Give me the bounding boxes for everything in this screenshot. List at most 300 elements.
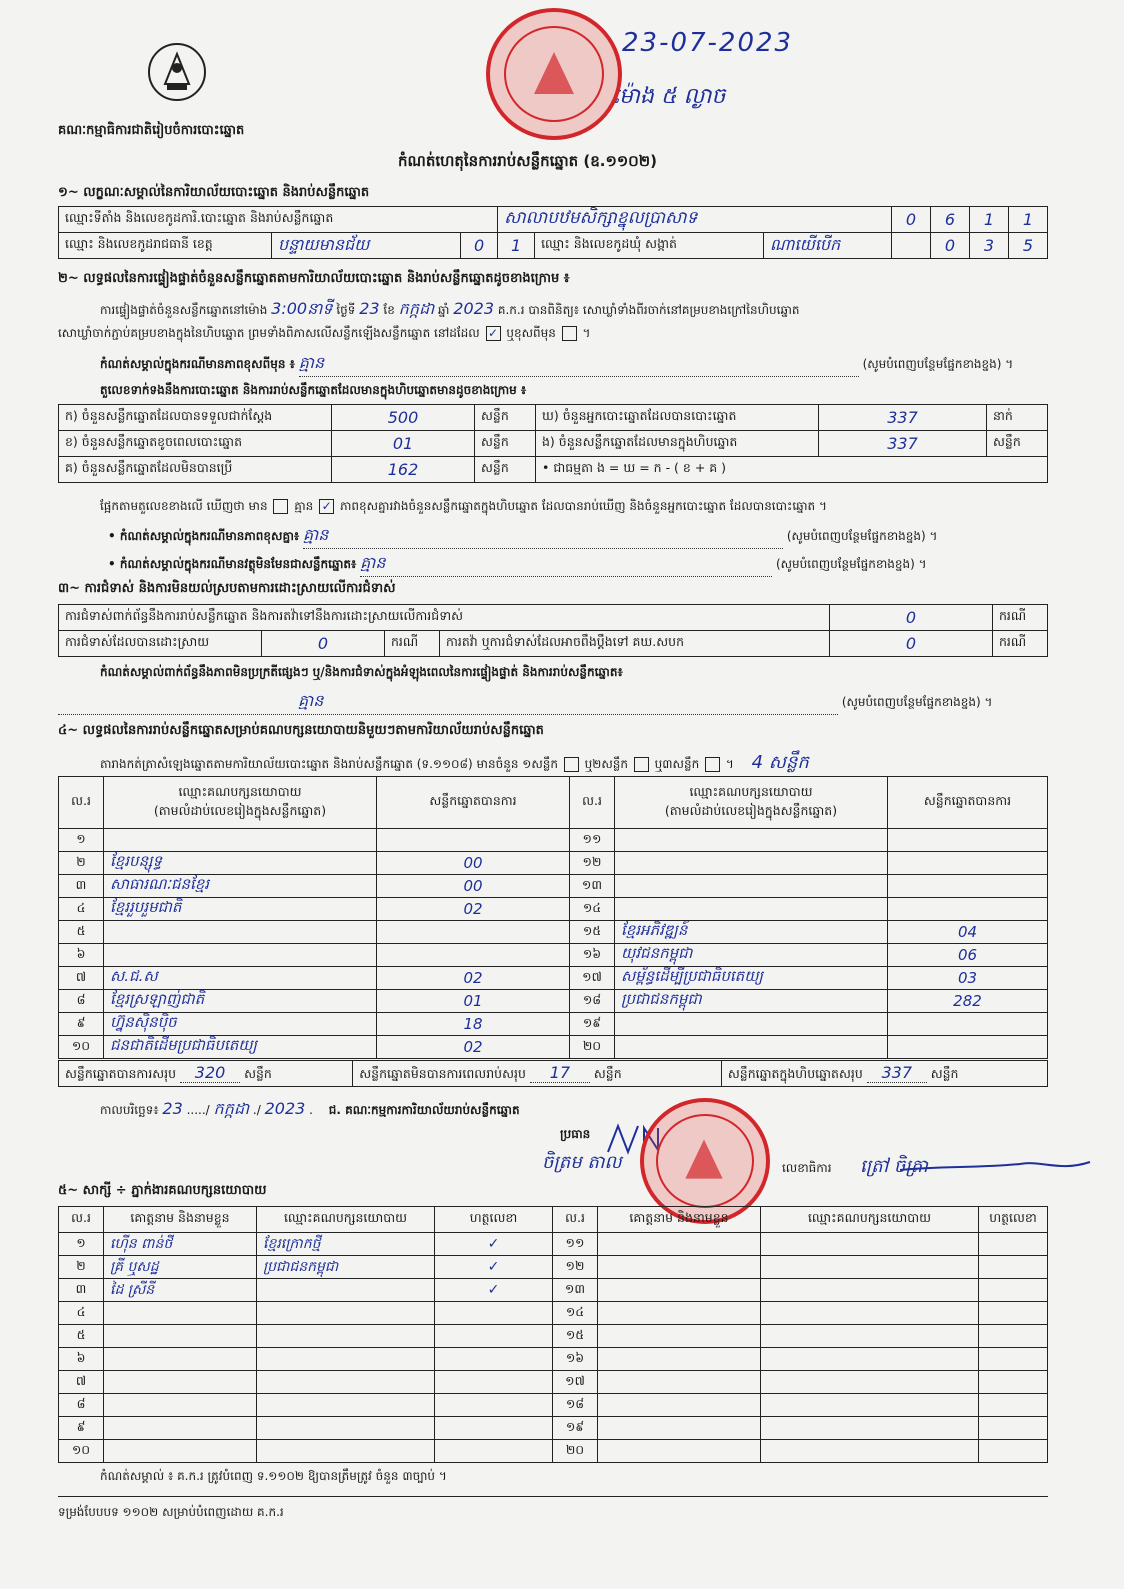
col-no: ល.រ (553, 1207, 598, 1233)
section4-title: ៤~ លទ្ធផលនៃការរាប់សន្លឹកឆ្នោតសម្រាប់គណបក្សនយោបាយនិមួយៗតាមការិយាល័យរាប់សន្លឹកឆ្នោត (58, 723, 544, 738)
party-name-field[interactable]: ខ្មែរស្រឡាញ់ជាតិ (104, 990, 377, 1013)
results-row (59, 898, 1048, 921)
unit-label: សន្លឹក (475, 431, 536, 457)
witness-signature-field[interactable]: ✓ (435, 1279, 553, 1302)
comparison-text: ផ្អែកតាមតួលេខខាងលើ ឃើញថា មាន (100, 499, 268, 513)
results-row (59, 967, 1048, 990)
verification-month-field[interactable]: កក្កដា (398, 299, 435, 318)
figures-intro: តួលេខទាក់ទងនឹងការបោះឆ្នោត និងការរាប់សន្លឹកឆ្នោតដែលមានក្នុងហិបឆ្នោតមានដូចខាងក្រោម ៖ (100, 383, 527, 397)
difference-bullet-field[interactable]: គ្មាន (303, 524, 783, 549)
station-name-field[interactable]: សាលាបឋមសិក្សាខ្នុលប្រាសាទ (498, 207, 892, 233)
nonballot-bullet-line (108, 552, 927, 577)
witness-name-field[interactable]: ដៃ ស្រីនី (104, 1279, 257, 1302)
witness-row (59, 1348, 1048, 1371)
party-name-field[interactable] (615, 1013, 888, 1036)
comparison-line (100, 498, 827, 516)
president-name-field[interactable]: ចិត្រម តាល (542, 1152, 622, 1173)
commune-code-digit[interactable]: 5 (1009, 233, 1048, 259)
row-number: ៣ (59, 1279, 104, 1302)
objections-table (58, 604, 1048, 657)
dating-line: កាលបរិច្ឆេទ៖ 23 ...../ កក្កដា ./ 2023 . ជ. គណៈកម្មការការិយាល័យរាប់សន្លឹកឆ្នោត (100, 1099, 520, 1118)
results-row (59, 921, 1048, 944)
row-number: ២០ (570, 1036, 615, 1059)
footer-text: ទម្រង់បែបបទ ១១០២ សម្រាប់បំពេញដោយ គ.ក.រ (58, 1505, 284, 1519)
totals-cell (59, 1061, 353, 1087)
votes-field[interactable]: 02 (377, 967, 570, 990)
witness-signature-field[interactable] (979, 1302, 1048, 1325)
row-number: ១ (59, 829, 104, 852)
party-name-field[interactable]: ខ្មែរបន្សុទ្ធ (104, 852, 377, 875)
col-party: ឈ្មោះគណបក្សនយោបាយ (761, 1207, 979, 1233)
row-number: ៤ (59, 1302, 104, 1325)
results-row (59, 944, 1048, 967)
col-sign: ហត្ថលេខា (435, 1207, 553, 1233)
results-row (59, 875, 1048, 898)
votes-field[interactable] (888, 1036, 1048, 1059)
no-difference-checkbox[interactable]: ✓ (319, 499, 334, 514)
party-name-field[interactable] (104, 921, 377, 944)
totals-cell (721, 1061, 1047, 1087)
witness-signature-field[interactable] (435, 1325, 553, 1348)
witness-name-field[interactable] (104, 1394, 257, 1417)
province-name-field[interactable]: បន្ទាយមានជ័យ (272, 233, 461, 259)
votes-field[interactable]: 06 (888, 944, 1048, 967)
witness-party-field[interactable] (257, 1417, 435, 1440)
resolved-count-field[interactable]: 0 (262, 631, 385, 657)
irregularity-note: កំណត់សម្គាល់ពាក់ព័ន្ធនឹងភាពមិនប្រក្រតីផ្សេងៗ ឬ/និងការជំទាស់ក្នុងអំឡុងពេលនៃការផ្ទៀងផ្ទាត់ និងការរាប់សន្លឹកឆ្នោត៖ (100, 665, 623, 679)
secretary-label: លេខាធិការ (782, 1161, 832, 1175)
nec-logo (145, 40, 209, 104)
witness-signature-field[interactable] (979, 1394, 1048, 1417)
party-name-field[interactable]: យុវជនកម្ពុជា (615, 944, 888, 967)
votes-field[interactable] (888, 852, 1048, 875)
witness-name-field[interactable] (598, 1348, 761, 1371)
irregularity-field[interactable]: គ្មាន (58, 690, 838, 715)
verification-text: សោឃ្លាំចាក់ភ្ជាប់គម្របខាងក្នុងនៃហិបឆ្នោត ព្រមទាំងពិភាសលើសន្លឹកឡើងសន្លឹកឆ្នោត នៅដដែល (58, 326, 480, 340)
station-label: ឈ្មោះទីតាំង និងលេខកូដការិ.បោះឆ្នោត និងរាប់សន្លឹកឆ្នោត (59, 207, 498, 233)
witness-party-field[interactable]: ខ្មែរក្រោកថ្មី (257, 1233, 435, 1256)
verification-day-field[interactable]: 23 (359, 299, 380, 318)
three-sheets-checkbox[interactable] (705, 757, 720, 772)
witness-name-field[interactable]: គ្រី ឬសដ្ឋ (104, 1256, 257, 1279)
ballots-in-box-field[interactable]: 337 (819, 431, 987, 457)
verification-text: ឆ្នាំ (438, 303, 450, 317)
total-valid-label: សន្លឹកឆ្នោតបានការសរុប (65, 1065, 177, 1081)
row-number: ១០ (59, 1036, 104, 1059)
difference-bullet-line (108, 524, 937, 549)
figure-label: ខ) ចំនួនសន្លឹកឆ្នោតខូចពេលបោះឆ្នោត (59, 431, 332, 457)
totals-table (58, 1060, 1048, 1087)
row-number: ១២ (553, 1256, 598, 1279)
difference-note-line (100, 352, 1050, 377)
row-number: ៦ (59, 1348, 104, 1371)
witness-name-field[interactable] (104, 1417, 257, 1440)
verification-text: ខែ (383, 303, 395, 317)
committee-signature-title: ជ. គណៈកម្មការការិយាល័យរាប់សន្លឹកឆ្នោត (328, 1103, 520, 1117)
votes-field[interactable]: 18 (377, 1013, 570, 1036)
witness-row (59, 1417, 1048, 1440)
witness-name-field[interactable] (598, 1417, 761, 1440)
witness-name-field[interactable] (598, 1440, 761, 1463)
seal-emblem-icon (524, 44, 584, 104)
handwritten-time: ម៉ោង ៥ ល្ងាច (612, 84, 726, 109)
fill-hint: (សូមបំពេញបន្ថែមផ្នែកខាងខ្នង) ។ (786, 529, 938, 543)
party-name-field[interactable]: ប្រជាជនកម្ពុជា (615, 990, 888, 1013)
section1-title: ១~ លក្ខណៈសម្គាល់នៃការិយាល័យបោះឆ្នោត និងរាប់សន្លឹកឆ្នោត (58, 185, 370, 200)
witness-name-field[interactable] (598, 1279, 761, 1302)
witness-signature-field[interactable] (435, 1302, 553, 1325)
col-votes: សន្លឹកឆ្នោតបានការ (888, 777, 1048, 829)
witness-name-field[interactable] (598, 1302, 761, 1325)
seal-emblem-icon (676, 1132, 732, 1188)
votes-field[interactable]: 04 (888, 921, 1048, 944)
party-name-field[interactable] (615, 1036, 888, 1059)
row-number: ១ (59, 1233, 104, 1256)
witness-name-field[interactable]: ហ៊ើន ពាន់ថី (104, 1233, 257, 1256)
two-sheets-checkbox[interactable] (634, 757, 649, 772)
verification-text: ការផ្ទៀងផ្ទាត់ចំនួនសន្លឹកឆ្នោតនៅម៉ោង (100, 303, 268, 317)
committee-name: គណៈកម្មាធិការជាតិរៀបចំការបោះឆ្នោត (58, 123, 245, 138)
votes-field[interactable]: 02 (377, 1036, 570, 1059)
votes-field[interactable] (888, 875, 1048, 898)
witness-signature-field[interactable] (435, 1440, 553, 1463)
votes-field[interactable] (377, 944, 570, 967)
formula-label: • ជាធម្មតា ង = ឃ = ក - ( ខ + គ ) (536, 457, 1048, 483)
totals-cell (353, 1061, 722, 1087)
unit-label: សន្លឹក (475, 457, 536, 483)
received-ballots-field[interactable]: 500 (332, 405, 475, 431)
votes-field[interactable]: 00 (377, 875, 570, 898)
witness-name-field[interactable] (104, 1325, 257, 1348)
verification-text: ថ្ងៃទី (336, 303, 356, 317)
section5-title: ៥~ សាក្សី ÷ ភ្នាក់ងារគណបក្សនយោបាយ (58, 1183, 267, 1198)
total-valid-field[interactable]: 320 (180, 1063, 240, 1083)
witness-party-field[interactable] (257, 1440, 435, 1463)
difference-note-field[interactable]: គ្មាន (299, 352, 859, 377)
appeal-count-field[interactable]: 0 (830, 631, 993, 657)
party-name-field[interactable] (615, 875, 888, 898)
row-number: ៣ (59, 875, 104, 898)
witness-body (59, 1233, 1048, 1463)
row-number: ១៨ (570, 990, 615, 1013)
unit-label: សន្លឹក (593, 1065, 622, 1081)
witness-name-field[interactable] (104, 1348, 257, 1371)
row-number: ២ (59, 852, 104, 875)
witness-signature-field[interactable]: ✓ (435, 1233, 553, 1256)
has-difference-checkbox[interactable] (273, 499, 288, 514)
witness-name-field[interactable] (598, 1325, 761, 1348)
witness-party-field[interactable] (761, 1302, 979, 1325)
president-label: ប្រធាន (560, 1127, 591, 1141)
votes-field[interactable]: 282 (888, 990, 1048, 1013)
col-no: ល.រ (570, 777, 615, 829)
tally-sheet-text: តារាងកត់ត្រាសំឡេងឆ្នោតតាមការិយាល័យបោះឆ្នោត និងរាប់សន្លឹកឆ្នោត (ទ.១១០៨) មានចំនួន ១សន្លឹក (100, 757, 558, 771)
col-no: ល.រ (59, 777, 104, 829)
commune-label: ឈ្មោះ និងលេខកូដឃុំ សង្កាត់ (535, 233, 764, 259)
station-code-digit[interactable]: 1 (1009, 207, 1048, 233)
handwritten-date: 23-07-2023 (622, 28, 794, 58)
unit-label: នាក់ (987, 405, 1048, 431)
witness-party-field[interactable] (257, 1394, 435, 1417)
witness-signature-field[interactable] (979, 1371, 1048, 1394)
witness-signature-field[interactable] (435, 1371, 553, 1394)
two-sheets-label: ឬ២សន្លឹក (584, 757, 629, 771)
row-number: ២ (59, 1256, 104, 1279)
votes-field[interactable] (888, 1013, 1048, 1036)
figure-label: ង) ចំនួនសន្លឹកឆ្នោតដែលមានក្នុងហិបឆ្នោត (536, 431, 819, 457)
witness-row (59, 1233, 1048, 1256)
party-name-field[interactable] (104, 829, 377, 852)
station-code-digit[interactable]: 6 (931, 207, 970, 233)
party-name-field[interactable] (104, 944, 377, 967)
witness-party-field[interactable] (761, 1256, 979, 1279)
nonballot-bullet-label: • កំណត់សម្គាល់ក្នុងករណីមានវត្ថុមិនមែនជាសន្លឹកឆ្នោត៖ (108, 557, 357, 571)
unit-label: ករណី (385, 631, 440, 657)
witness-signature-field[interactable]: ✓ (435, 1256, 553, 1279)
official-seal-top (486, 8, 622, 140)
party-name-field[interactable] (615, 829, 888, 852)
difference-bullet-label: • កំណត់សម្គាល់ក្នុងករណីមានភាពខុសគ្នា៖ (108, 529, 300, 543)
unchanged-checkbox[interactable]: ✓ (486, 326, 501, 341)
row-number: ១២ (570, 852, 615, 875)
witness-signature-field[interactable] (979, 1233, 1048, 1256)
party-name-field[interactable]: ស.ជ.ស (104, 967, 377, 990)
results-row (59, 829, 1048, 852)
unused-ballots-field[interactable]: 162 (332, 457, 475, 483)
figure-label: ក) ចំនួនសន្លឹកឆ្នោតដែលបានទទួលជាក់ស្តែង (59, 405, 332, 431)
witness-signature-field[interactable] (435, 1348, 553, 1371)
witness-signature-field[interactable] (435, 1417, 553, 1440)
witness-footnote: កំណត់សម្គាល់ ៖ គ.ក.រ ត្រូវបំពេញ ទ.១១០២ ឱ្យបានត្រឹមត្រូវ ចំនួន ៣ច្បាប់ ។ (100, 1469, 447, 1483)
witness-name-field[interactable] (598, 1256, 761, 1279)
no-difference-label: គ្មាន (294, 499, 314, 513)
secretary-name-field[interactable]: ត្រៅ ចិត្រា (860, 1156, 928, 1177)
witness-party-field[interactable] (257, 1348, 435, 1371)
witness-party-field[interactable] (257, 1279, 435, 1302)
results-row (59, 1036, 1048, 1059)
witness-signature-field[interactable] (435, 1394, 553, 1417)
witness-party-field[interactable] (761, 1325, 979, 1348)
witness-signature-field[interactable] (979, 1256, 1048, 1279)
commune-name-field[interactable]: ណាយើបើក (763, 233, 891, 259)
witness-name-field[interactable] (598, 1371, 761, 1394)
votes-field[interactable]: 01 (377, 990, 570, 1013)
party-name-field[interactable]: ជនជាតិដើមប្រជាធិបតេយ្យ (104, 1036, 377, 1059)
spoiled-ballots-field[interactable]: 01 (332, 431, 475, 457)
witness-party-field[interactable] (257, 1371, 435, 1394)
party-name-field[interactable]: ហ្វ៊ុនស៊ិនប៉ិច (104, 1013, 377, 1036)
witness-row (59, 1371, 1048, 1394)
row-number: ១៩ (553, 1417, 598, 1440)
row-number: ១៥ (570, 921, 615, 944)
verification-year-field[interactable]: 2023 (453, 299, 495, 318)
witness-signature-field[interactable] (979, 1325, 1048, 1348)
province-code-digit[interactable]: 1 (498, 233, 535, 259)
appeal-label: ការតវ៉ា ឬការជំទាស់ដែលអាចពឹងប្តឹងទៅ គឃ.សបក (440, 631, 830, 657)
nonballot-bullet-field[interactable]: គ្មាន (360, 552, 772, 577)
verification-time-field[interactable]: 3:00នាទី (271, 299, 333, 318)
row-number: ១៧ (553, 1371, 598, 1394)
results-table (58, 776, 1048, 1059)
party-name-field[interactable]: ខ្មែររួបរួមជាតិ (104, 898, 377, 921)
unit-label: ករណី (993, 605, 1048, 631)
row-number: ៩ (59, 1013, 104, 1036)
witness-row (59, 1394, 1048, 1417)
tally-sheet-line: តារាងកត់ត្រាសំឡេងឆ្នោតតាមការិយាល័យបោះឆ្នោត និងរាប់សន្លឹកឆ្នោត (ទ.១១០៨) មានចំនួន ១សន្លឹក ឬ២សន្លឹក ឬ៣សន្លឹក ។ 4 សន្លឹក (100, 752, 809, 773)
votes-field[interactable] (377, 829, 570, 852)
row-number: ១១ (553, 1233, 598, 1256)
row-number: ១៧ (570, 967, 615, 990)
col-name: គោត្តនាម និងនាមខ្លួន (598, 1207, 761, 1233)
total-invalid-field[interactable]: 17 (530, 1063, 590, 1083)
witness-party-field[interactable] (761, 1394, 979, 1417)
col-name: គោត្តនាម និងនាមខ្លួន (104, 1207, 257, 1233)
witness-row (59, 1302, 1048, 1325)
votes-field[interactable]: 03 (888, 967, 1048, 990)
votes-field[interactable]: 00 (377, 852, 570, 875)
witness-party-field[interactable]: ប្រជាជនកម្ពុជា (257, 1256, 435, 1279)
dating-month-field[interactable]: កក្កដា (213, 1099, 250, 1118)
section2-title: ២~ លទ្ធផលនៃការផ្ទៀងផ្ទាត់ចំនួនសន្លឹកឆ្នោតតាមការិយាល័យបោះឆ្នោត និងរាប់សន្លឹកឆ្នោតដូចខាងក្រោម ៖ (58, 271, 570, 286)
col-sign: ហត្ថលេខា (979, 1207, 1048, 1233)
fill-hint: (សូមបំពេញបន្ថែមផ្នែកខាងខ្នង) ។ (841, 695, 993, 709)
witness-party-field[interactable] (761, 1417, 979, 1440)
row-number: ២០ (553, 1440, 598, 1463)
col-party: ឈ្មោះគណបក្សនយោបាយ (តាមលំដាប់លេខរៀងក្នុងសន្លឹកឆ្នោត) (615, 777, 888, 829)
witness-signature-field[interactable] (979, 1279, 1048, 1302)
votes-field[interactable] (888, 898, 1048, 921)
witness-party-field[interactable] (761, 1279, 979, 1302)
witness-party-field[interactable] (761, 1371, 979, 1394)
row-number: ៨ (59, 1394, 104, 1417)
witness-name-field[interactable] (104, 1371, 257, 1394)
comparison-text: ភាពខុសគ្នារវាងចំនួនសន្លឹកឆ្នោតក្នុងហិបឆ្នោត ដែលបានរាប់ឃើញ និងចំនួនអ្នកបោះឆ្នោត ដែលបានបោះឆ្នោត ។ (339, 499, 827, 513)
results-row (59, 1013, 1048, 1036)
row-number: ៥ (59, 1325, 104, 1348)
station-code-digit[interactable]: 0 (892, 207, 931, 233)
changed-checkbox[interactable] (562, 326, 577, 341)
dating-day-field[interactable]: 23 (162, 1099, 183, 1118)
section1-table (58, 206, 1048, 259)
row-number: ៧ (59, 967, 104, 990)
row-number: ៨ (59, 990, 104, 1013)
witness-name-field[interactable] (598, 1394, 761, 1417)
station-code-digit[interactable]: 1 (970, 207, 1009, 233)
votes-field[interactable]: 02 (377, 898, 570, 921)
row-number: ១៨ (553, 1394, 598, 1417)
witness-row (59, 1325, 1048, 1348)
results-body (59, 829, 1048, 1059)
row-number: ៦ (59, 944, 104, 967)
dating-year-field[interactable]: 2023 (264, 1099, 306, 1118)
province-label: ឈ្មោះ និងលេខកូដរាជធានី ខេត្ត (59, 233, 272, 259)
witness-row (59, 1440, 1048, 1463)
row-number: ៥ (59, 921, 104, 944)
fill-hint: (សូមបំពេញបន្ថែមផ្នែកខាងខ្នង) ។ (775, 557, 927, 571)
row-number: ១៥ (553, 1325, 598, 1348)
resolved-label: ការជំទាស់ដែលបានដោះស្រាយ (59, 631, 262, 657)
party-name-field[interactable]: សម្ព័ន្ធដើម្បីប្រជាធិបតេយ្យ (615, 967, 888, 990)
witness-row (59, 1256, 1048, 1279)
sheet-count-handwritten[interactable]: 4 សន្លឹក (751, 752, 809, 773)
objection-count-field[interactable]: 0 (830, 605, 993, 631)
unit-label: សន្លឹក (244, 1065, 272, 1081)
witness-party-field[interactable] (257, 1325, 435, 1348)
figures-table (58, 404, 1048, 483)
verification-line1 (100, 298, 800, 322)
row-number: ១០ (59, 1440, 104, 1463)
witness-party-field[interactable] (761, 1348, 979, 1371)
row-number: ១១ (570, 829, 615, 852)
dating-label: កាលបរិច្ឆេទ៖ (100, 1103, 159, 1117)
row-number: ១៣ (570, 875, 615, 898)
voters-voted-field[interactable]: 337 (819, 405, 987, 431)
one-sheet-checkbox[interactable] (564, 757, 579, 772)
difference-note-label: កំណត់សម្គាល់ក្នុងករណីមានភាពខុសពីមុន ៖ (100, 357, 295, 371)
party-name-field[interactable]: ខ្មែរអភិវឌ្ឍន៍ (615, 921, 888, 944)
row-number: ៩ (59, 1417, 104, 1440)
party-name-field[interactable]: សាធារណៈជនខ្មែរ (104, 875, 377, 898)
party-name-field[interactable] (615, 898, 888, 921)
col-votes: សន្លឹកឆ្នោតបានការ (377, 777, 570, 829)
section3-title: ៣~ ការជំទាស់ និងការមិនយល់ស្របតាមការដោះស្រាយលើការជំទាស់ (58, 581, 396, 596)
row-number: ១៦ (553, 1348, 598, 1371)
row-number: ៧ (59, 1371, 104, 1394)
figure-label: គ) ចំនួនសន្លឹកឆ្នោតដែលមិនបានប្រើ (59, 457, 332, 483)
witness-signature-field[interactable] (979, 1417, 1048, 1440)
logo-emblem-icon (145, 40, 209, 104)
irregularity-line (58, 690, 992, 715)
changed-label: ឬខុសពីមុន (506, 326, 556, 340)
total-box-field[interactable]: 337 (867, 1063, 927, 1083)
row-number: ៤ (59, 898, 104, 921)
witness-name-field[interactable] (104, 1440, 257, 1463)
witness-name-field[interactable] (104, 1302, 257, 1325)
col-no: ល.រ (59, 1207, 104, 1233)
verification-text: គ.ក.រ បានពិនិត្យ៖ សោឃ្លាំទាំងពីរចាក់នៅគម្របខាងក្រៅនៃហិបឆ្នោត (497, 303, 800, 317)
objection-label: ការជំទាស់ពាក់ព័ន្ធនឹងការរាប់សន្លឹកឆ្នោត និងការតវ៉ាទៅនឹងការដោះស្រាយលើការជំទាស់ (59, 605, 830, 631)
witness-party-field[interactable] (257, 1302, 435, 1325)
unit-label: សន្លឹក (987, 431, 1048, 457)
commune-code-digit[interactable]: 3 (970, 233, 1009, 259)
secretary-signature-icon (900, 1150, 1100, 1180)
row-number: ១៤ (570, 898, 615, 921)
row-number: ១៤ (553, 1302, 598, 1325)
row-number: ១៩ (570, 1013, 615, 1036)
col-party: ឈ្មោះគណបក្សនយោបាយ (257, 1207, 435, 1233)
witness-signature-field[interactable] (979, 1348, 1048, 1371)
commune-code-digit[interactable]: 0 (931, 233, 970, 259)
footer-rule (58, 1496, 1048, 1497)
witness-row (59, 1279, 1048, 1302)
unit-label: សន្លឹក (930, 1065, 959, 1081)
witness-signature-field[interactable] (979, 1440, 1048, 1463)
witness-name-field[interactable] (598, 1233, 761, 1256)
witness-party-field[interactable] (761, 1233, 979, 1256)
party-name-field[interactable] (615, 852, 888, 875)
row-number: ១៦ (570, 944, 615, 967)
votes-field[interactable] (377, 921, 570, 944)
results-row (59, 852, 1048, 875)
figure-label: ឃ) ចំនួនអ្នកបោះឆ្នោតដែលបានបោះឆ្នោត (536, 405, 819, 431)
three-sheets-label: ឬ៣សន្លឹក (654, 757, 700, 771)
witness-party-field[interactable] (761, 1440, 979, 1463)
total-invalid-label: សន្លឹកឆ្នោតមិនបានការពេលរាប់សរុប (359, 1065, 526, 1081)
votes-field[interactable] (888, 829, 1048, 852)
unit-label: សន្លឹក (475, 405, 536, 431)
verification-line2: សោឃ្លាំចាក់ភ្ជាប់គម្របខាងក្នុងនៃហិបឆ្នោត ព្រមទាំងពិភាសលើសន្លឹកឡើងសន្លឹកឆ្នោត នៅដដែល ✓ ឬខុសពីមុន ។ (58, 326, 591, 340)
province-code-digit[interactable]: 0 (461, 233, 498, 259)
